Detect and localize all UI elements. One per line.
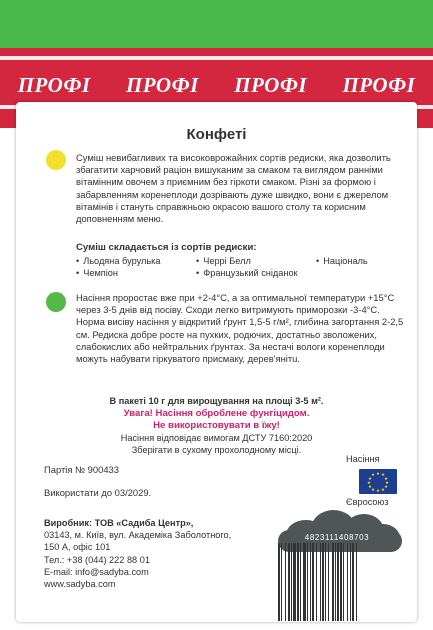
manufacturer-title: Виробник: ТОВ «Садиба Центр», (44, 518, 194, 528)
eu-origin-label: Євросоюз (346, 497, 389, 507)
brand-label: ПРОФІ (342, 72, 416, 97)
growing-text: Насіння проростає вже при +2-4°С, а за оптимальної температури +15°С через 3-5 днів від посіву. Сходи легко витримують приморозки -3-4°С. Норма висіву насіння у відкритий ґрунт 1,5-5 г/м², глибина загортання 2-2,5 см. Редиска добре росте на пухких, родючих, достатньо зволожених, слабокислих або нейтральних ґрунтах. За нестачі вологи коренеплоди можуть набувати гіркуватого присмаку, дерев'янітu. (76, 292, 404, 365)
barcode-number: 4823111408703 (304, 533, 370, 542)
variety-item: • Черрі Белл (196, 256, 251, 266)
barcode (278, 543, 396, 621)
manufacturer-line: www.sadyba.com (44, 579, 116, 590)
barcode-stripe (357, 543, 358, 621)
brand-row (0, 70, 433, 100)
standard-text: Насіння відповідає вимогам ДСТУ 7160:2020 (120, 433, 313, 443)
variety-item: • Чемпіон (76, 268, 118, 278)
description-text: Суміш невибагливих та високоврожайних сортів редиски, яка дозволить збагатити харчовий раціон вишуканим за смаком та виглядом ранніми вітамінним овочем з приємним без гіркоти смаком. Різні за формою і забарвленням коренеплоди дозрівають дуже швидко, вони є джерелом вітамінів і стануть справжньою окрасою вашого столу та корисним доповненням меню. (76, 152, 391, 225)
variety-item: • Національ (316, 256, 368, 266)
use-by-date: Використати до 03/2029. (44, 487, 152, 498)
brand-label: ПРОФІ (125, 72, 199, 97)
warning-line-2: Не використовувати в їжу! (153, 420, 280, 431)
mix-title: Суміш складається із сортів редиски: (76, 242, 257, 253)
brand-label: ПРОФІ (17, 72, 91, 97)
yellow-dot-icon (46, 150, 66, 170)
manufacturer-line: E-mail: info@sadyba.com (44, 566, 149, 577)
product-title: Конфеті (186, 126, 247, 143)
top-green-band (0, 0, 433, 48)
brand-label: ПРОФІ (234, 72, 308, 97)
package-info: В пакеті 10 г для вирощування на площі 3-5 м². (109, 396, 324, 406)
variety-item: • Французький сніданок (196, 268, 298, 278)
manufacturer-line: 03143, м. Київ, вул. Академіка Заболотного, (44, 530, 232, 541)
manufacturer-block (44, 517, 244, 590)
info-card (16, 102, 417, 622)
warning-line-1: Увага! Насіння оброблене фунгіцидом. (123, 408, 310, 419)
eu-flag-icon: ★ ★ ★ ★ ★ ★ ★ ★ ★ ★ ★ ★ (359, 469, 397, 494)
seeds-origin-label: Насіння (346, 454, 380, 464)
storage-text: Зберігати в сухому прохолодному місці. (131, 445, 302, 455)
white-stripe-top (0, 56, 433, 60)
green-dot-icon (46, 292, 66, 312)
batch-number: Партія № 900433 (44, 464, 119, 475)
manufacturer-line: 150 А, офіс 101 (44, 542, 111, 553)
manufacturer-line: Тел.: +38 (044) 222 88 01 (44, 554, 150, 565)
variety-item: • Льодяна бурулька (76, 256, 161, 266)
